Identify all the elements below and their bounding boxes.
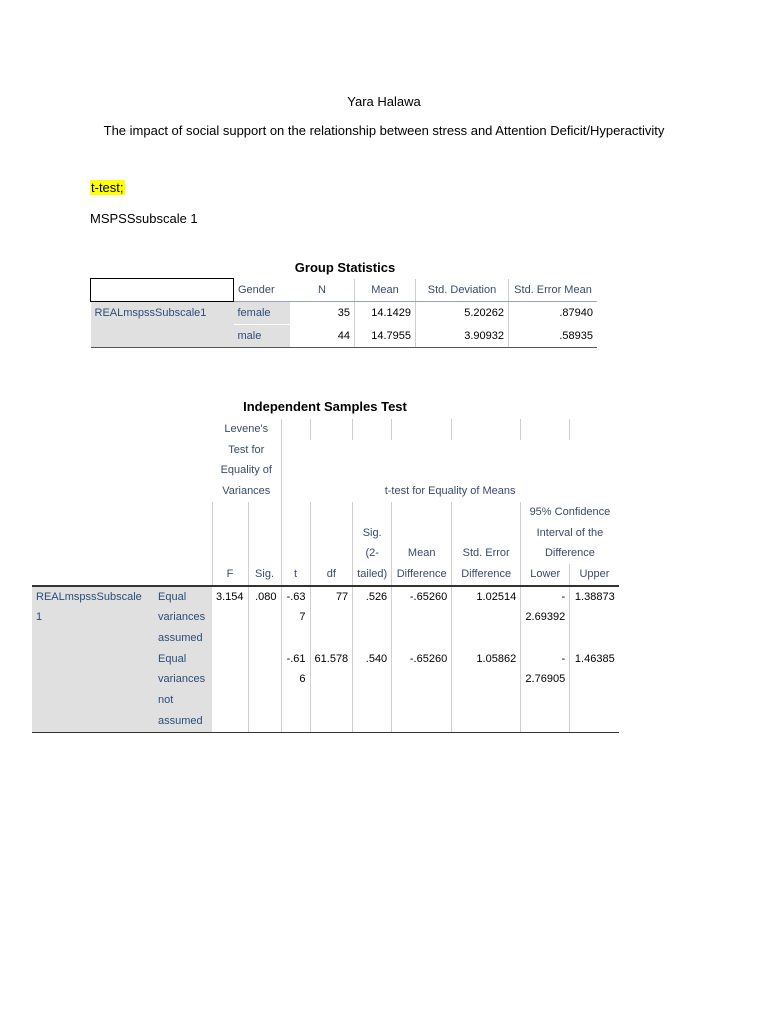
cell-t-line-2: 6	[281, 669, 310, 690]
cell-n: 35	[337, 307, 350, 320]
cell-mean-diff: -.65260	[392, 649, 452, 670]
levene-line-4: Variances	[222, 485, 271, 498]
header-n: N	[290, 279, 355, 302]
ci-line-3: Difference	[521, 543, 619, 564]
sig2-line-3: tailed)	[353, 564, 392, 586]
independent-samples-test-table	[32, 419, 619, 733]
se-diff-line-1: Std. Error	[452, 543, 521, 564]
header-df: df	[310, 564, 353, 586]
header-upper: Upper	[570, 564, 619, 586]
group-female: female	[234, 302, 291, 325]
row-sublabel-line: not	[154, 690, 212, 711]
cell-upper: 1.38873	[570, 586, 619, 608]
row-sublabel-line: Equal	[154, 649, 212, 670]
header-gender: Gender	[234, 279, 291, 302]
row-sublabel-line: Equal	[154, 586, 212, 608]
cell-t-line-1: -.63	[281, 586, 310, 608]
cell-std-deviation: 3.90932	[416, 325, 509, 348]
row-sublabel-line: assumed	[154, 711, 212, 732]
cell-t-line-1: -.61	[281, 649, 310, 670]
row-sublabel-line: variances	[154, 607, 212, 628]
mean-diff-line-1: Mean	[392, 543, 452, 564]
levene-line-2: Test for	[228, 443, 265, 456]
subscale-heading: MSPSSsubscale 1	[90, 211, 198, 226]
sig2-line-2: (2-	[353, 543, 392, 564]
row-label-line-1: REALmspssSubscale	[32, 586, 154, 608]
author-name: Yara Halawa	[347, 94, 421, 109]
cell-sig: .080	[248, 586, 281, 608]
blank-header-cell	[91, 279, 234, 302]
cell-lower-line-1: -	[521, 649, 570, 670]
cell-sig	[248, 649, 281, 670]
group-statistics-table	[90, 278, 597, 348]
ci-line-1: 95% Confidence	[521, 502, 619, 523]
cell-se-diff: 1.02514	[452, 586, 521, 608]
group-statistics-title: Group Statistics	[294, 260, 396, 275]
table-row	[32, 586, 619, 608]
sig2-line-1: Sig.	[353, 523, 392, 544]
table-row	[91, 302, 598, 325]
header-std-error-mean: Std. Error Mean	[509, 279, 598, 302]
cell-upper: 1.46385	[570, 649, 619, 670]
group-male: male	[234, 325, 291, 348]
cell-t-line-2: 7	[281, 607, 310, 628]
levene-line-3: Equality of	[220, 464, 272, 477]
row-label-line-2: 1	[32, 607, 154, 628]
cell-mean-diff: -.65260	[392, 586, 452, 608]
levene-line-1: Levene's	[224, 423, 269, 435]
row-sublabel-line: assumed	[154, 628, 212, 649]
cell-f: 3.154	[216, 590, 244, 603]
header-sig: Sig.	[248, 564, 281, 586]
table-header-row	[91, 279, 598, 302]
mean-diff-line-2: Difference	[392, 564, 452, 586]
header-std-deviation: Std. Deviation	[416, 279, 509, 302]
header-t: t	[281, 564, 310, 586]
cell-std-error-mean: .58935	[509, 325, 598, 348]
cell-sig2: .526	[353, 586, 392, 608]
document-title: The impact of social support on the relationship between stress and Attention Deficit/Hyperactivity	[103, 123, 665, 138]
cell-f	[212, 649, 248, 670]
cell-lower-line-1: -	[521, 586, 570, 608]
cell-se-diff: 1.05862	[452, 649, 521, 670]
independent-samples-test-title: Independent Samples Test	[243, 399, 407, 414]
ttest-header: t-test for Equality of Means	[281, 481, 619, 502]
cell-df: 77	[310, 586, 353, 608]
header-f: F	[212, 564, 248, 586]
cell-n: 44	[290, 325, 355, 348]
cell-lower-line-2: 2.69392	[521, 607, 570, 628]
cell-lower-line-2: 2.76905	[521, 669, 570, 690]
cell-std-deviation: 5.20262	[416, 302, 509, 325]
header-mean: Mean	[355, 279, 416, 302]
ci-line-2: Interval of the	[521, 523, 619, 544]
table-row	[32, 649, 619, 670]
header-lower: Lower	[521, 564, 570, 586]
se-diff-line-2: Difference	[452, 564, 521, 586]
cell-sig2: .540	[353, 649, 392, 670]
cell-df: 61.578	[310, 649, 353, 670]
highlighted-heading: t-test;	[91, 180, 124, 195]
cell-mean: 14.1429	[355, 302, 416, 325]
table-row	[91, 325, 598, 348]
row-label-variable: REALmspssSubscale1	[91, 302, 234, 325]
row-label-empty	[91, 325, 234, 348]
row-sublabel-line: variances	[154, 669, 212, 690]
cell-std-error-mean: .87940	[509, 302, 598, 325]
cell-mean: 14.7955	[355, 325, 416, 348]
